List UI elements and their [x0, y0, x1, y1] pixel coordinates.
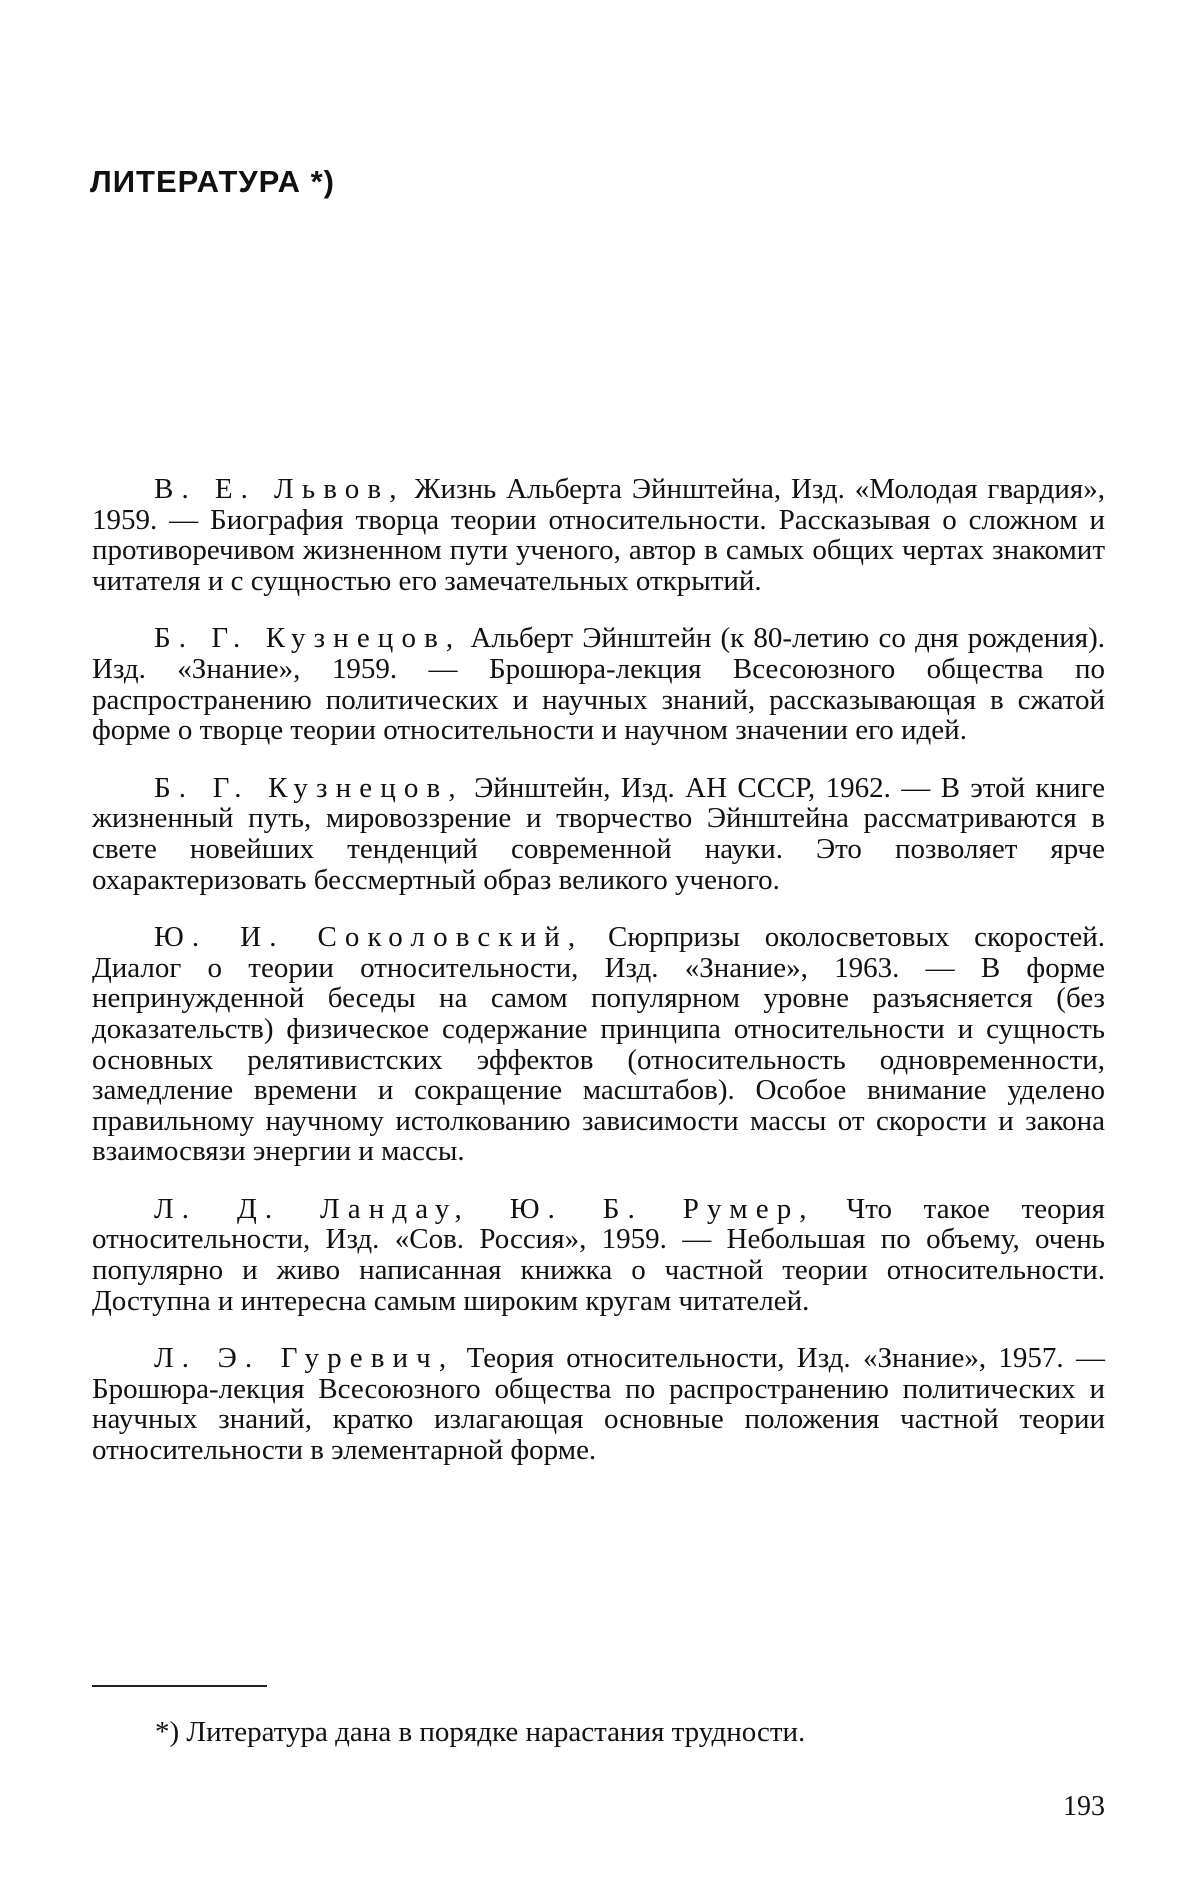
reference-item — [92, 1343, 1105, 1465]
reference-item — [92, 1194, 1105, 1316]
footnote: *) Литература дана в порядке нарастания трудности. — [155, 1716, 806, 1748]
reference-text: Альберт Эйнштейн (к 80-летию со дня рождения). Изд. «Знание», 1959. — Брошюра-лекция Всесоюзного общества по распространению политических и научных знаний, рассказывающая в сжатой форме о творце теории относительности и научном значении его идей. — [92, 622, 1106, 747]
reference-item — [92, 474, 1105, 596]
page-title: ЛИТЕРАТУРА *) — [90, 164, 336, 199]
reference-text: Жизнь Альберта Эйнштейна, Изд. «Молодая гвардия», 1959. — Биография творца теории относительности. Рассказывая о сложном и противоречивом жизненном пути ученого, автор в самых общих чертах знакомит читателя и с сущностью его замечательных открытий. — [92, 473, 1105, 597]
reference-list — [92, 474, 1105, 1493]
reference-item — [92, 773, 1105, 895]
reference-author: В. Е. Львов, — [154, 473, 405, 505]
reference-item — [92, 623, 1105, 745]
reference-text: Сюрпризы околосветовых скоростей. Диалог о теории относительности, Изд. «Знание», 1963. — В форме непринужденной беседы на самом популярном уровне разъясняется (без доказательств) физическое содержание принципа относительности и сущность основных релятивистских эффектов (относительность одновременности, замедление времени и сокращение масштабов). Особое внимание уделено правильному научному истолкованию зависимости массы от скорости и закона взаимосвязи энергии и массы. — [92, 921, 1106, 1168]
page-number: 193 — [1063, 1791, 1105, 1822]
footnote-divider — [92, 1685, 267, 1687]
reference-author: Б. Г. Кузнецов, — [154, 771, 464, 804]
reference-author: Л. Э. Гуревич, — [154, 1342, 455, 1375]
reference-item — [92, 922, 1105, 1167]
reference-author: Ю. И. Соколовский, — [154, 921, 584, 954]
reference-author: Л. Д. Ландау, Ю. Б. Румер, — [154, 1192, 815, 1225]
reference-author: Б. Г. Кузнецов, — [154, 622, 462, 655]
reference-text: Теория относительности, Изд. «Знание», 1957. — Брошюра-лекция Всесоюзного общества по распространению политических и научных знаний, кратко излагающая основные положения частной теории относительности в элементарной форме. — [92, 1342, 1105, 1467]
reference-text: Что такое теория относительности, Изд. «Сов. Россия», 1959. — Небольшая по объему, очень популярно и живо написанная книжка о частной теории относительности. Доступна и интересна самым широким кругам читателей. — [92, 1192, 1106, 1317]
reference-text: Эйнштейн, Изд. АН СССР, 1962. — В этой книге жизненный путь, мировоззрение и творчество Эйнштейна рассматриваются в свете новейших тенденций современной науки. Это позволяет ярче охарактеризовать бессмертный образ великого ученого. — [92, 771, 1106, 896]
